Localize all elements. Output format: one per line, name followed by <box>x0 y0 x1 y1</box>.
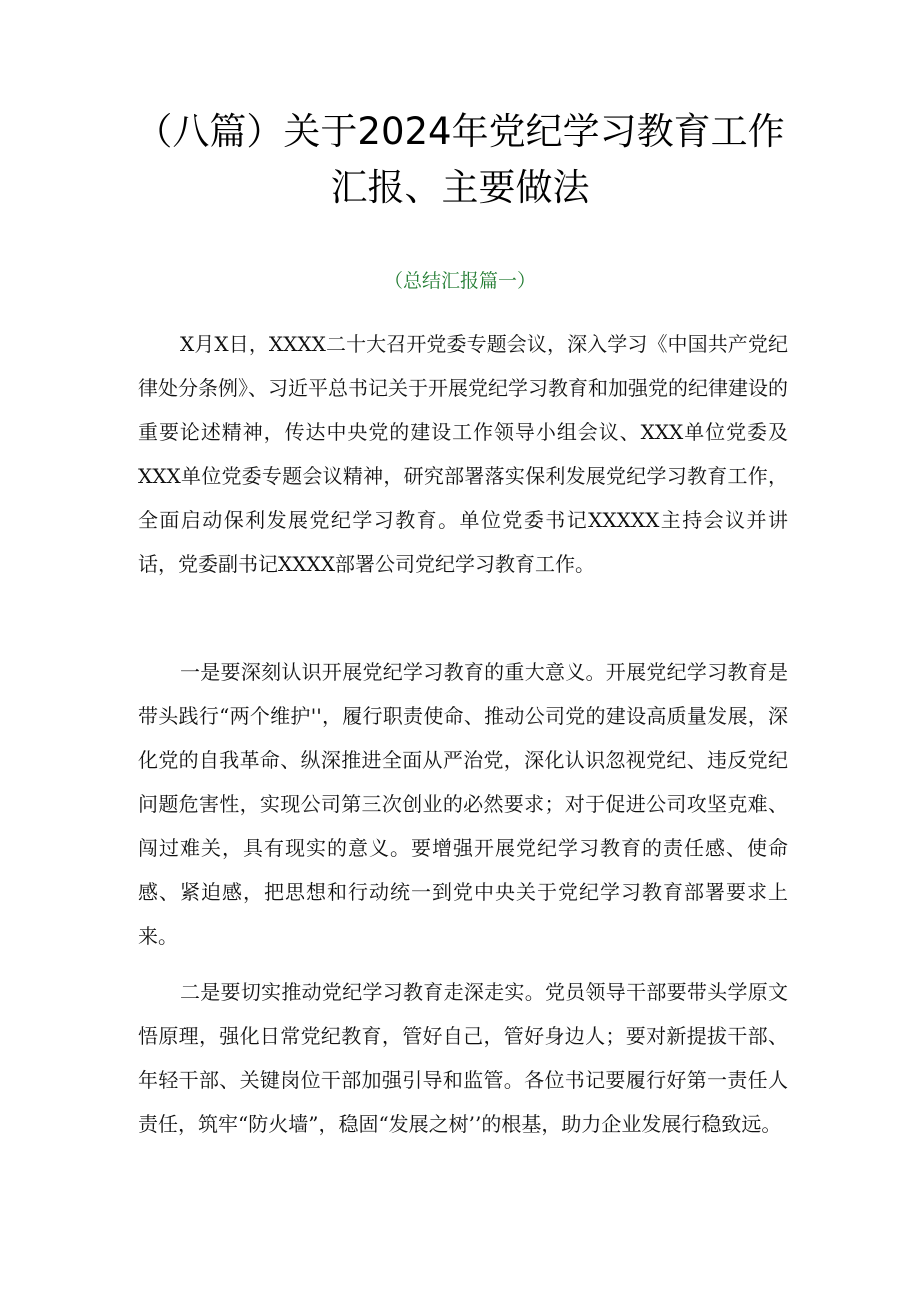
paragraph-1: X月X日，XXXX二十大召开党委专题会议，深入学习《中国共产党纪律处分条例》、习近平总书记关于开展党纪学习教育和加强党的纪律建设的重要论述精神，传达中央党的建设工作领导小组会议、XXX单位党委及XXX单位党委专题会议精神，研究部署落实保利发展党纪学习教育工作，全面启动保利发展党纪学习教育。单位党委书记XXXXX主持会议并讲话，党委副书记XXXX部署公司党纪学习教育工作。 <box>138 332 788 576</box>
paragraph-2: 一是要深刻认识开展党纪学习教育的重大意义。开展党纪学习教育是带头践行“两个维护''，履行职责使命、推动公司党的建设高质量发展，深化党的自我革命、纵深推进全面从严治党，深化认识忽视党纪、违反党纪问题危害性，实现公司第三次创业的必然要求；对于促进公司攻坚克难、闯过难关，具有现实的意义。要增强开展党纪学习教育的责任感、使命感、紧迫感，把思想和行动统一到党中央关于党纪学习教育部署要求上来。 <box>138 660 788 948</box>
document-title: （八篇）关于2024年党纪学习教育工作汇报、主要做法 <box>135 110 785 209</box>
section-subtitle: （总结汇报篇一） <box>383 270 536 292</box>
paragraph-3: 二是要切实推动党纪学习教育走深走实。党员领导干部要带头学原文悟原理，强化日常党纪教育，管好自己，管好身边人；要对新提拔干部、年轻干部、关键岗位干部加强引导和监管。各位书记要履行好第一责任人责任，筑牢“防火墙”，稳固“发展之树’’的根基，助力企业发展行稳致远。 <box>138 980 788 1136</box>
